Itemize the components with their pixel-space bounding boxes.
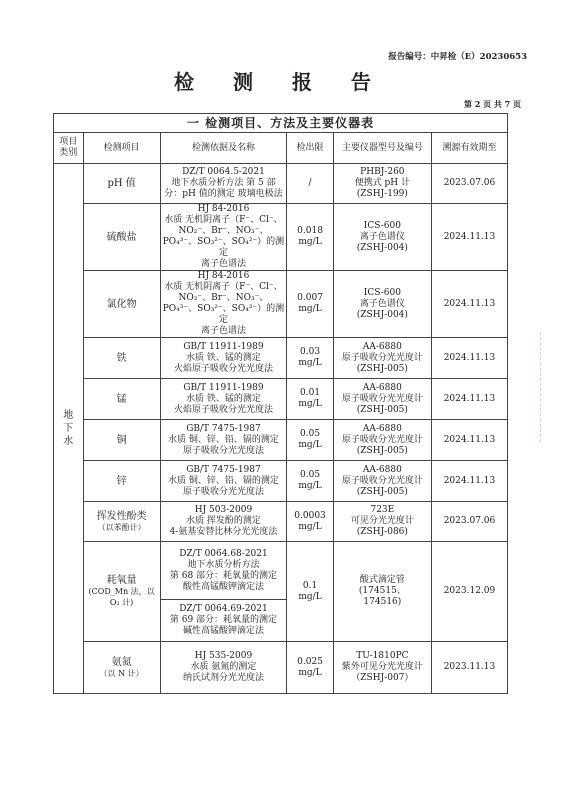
limit-cell: 0.1 mg/L <box>287 542 333 642</box>
page-title: 检 测 报 告 <box>174 70 387 94</box>
table-row <box>54 542 508 600</box>
section-title: 一 检测项目、方法及主要仪器表 <box>54 114 508 133</box>
instrument-cell: PHBJ-260 便携式 pH 计 (ZSHJ-199) <box>333 164 431 204</box>
item-cell <box>83 461 160 502</box>
limit-cell: 0.05 mg/L <box>287 420 333 461</box>
table-row <box>54 271 508 338</box>
item-note: (COD_Mn 法，以 O₂ 计) <box>88 587 155 607</box>
limit-cell: 0.025 mg/L <box>287 642 333 694</box>
page-indicator: 第 2 页 共 7 页 <box>463 99 521 109</box>
seal-edge <box>540 332 557 442</box>
item-name: 挥发性酚类 <box>96 510 147 522</box>
limit-cell: / <box>287 164 333 204</box>
basis-cell: DZ/T 0064.5-2021 地下水质分析方法 第 5 部分：pH 值的测定 玻璃电极法 <box>160 164 287 204</box>
item-name: 铁 <box>116 352 127 364</box>
item-name: 锌 <box>116 475 127 487</box>
instrument-cell: ICS-600 离子色谱仪 (ZSHJ-004) <box>333 204 431 271</box>
item-name: 耗氧量 <box>106 575 137 586</box>
basis-cell: GB/T 11911-1989 水质 铁、锰的测定 火焰原子吸收分光光度法 <box>160 338 287 379</box>
basis-cell: GB/T 7475-1987 水质 铜、锌、铅、镉的测定 原子吸收分光光度法 <box>160 461 287 502</box>
table-row <box>54 420 508 461</box>
header-instrument: 主要仪器型号及编号 <box>333 133 431 164</box>
instrument-cell: AA-6880 原子吸收分光光度计(ZSHJ-005) <box>333 379 431 420</box>
trace-cell: 2024.11.13 <box>431 420 507 461</box>
table-header-row <box>54 133 508 164</box>
limit-cell: 0.007 mg/L <box>287 271 333 338</box>
table-row <box>54 502 508 542</box>
item-cell <box>83 338 160 379</box>
limit-cell: 0.0003 mg/L <box>287 502 333 542</box>
category-cell: 地下水 <box>54 164 84 694</box>
trace-cell: 2024.11.13 <box>431 461 507 502</box>
item-cell <box>83 379 160 420</box>
item-cell <box>83 164 160 204</box>
item-name: 氨氮 <box>111 656 132 668</box>
instrument-cell: AA-6880 原子吸收分光光度计(ZSHJ-005) <box>333 420 431 461</box>
instrument-cell: 酸式滴定管 (174515、 174516) <box>333 542 431 642</box>
item-cell <box>83 502 160 542</box>
item-name: 锰 <box>116 393 127 405</box>
trace-cell: 2023.07.06 <box>431 164 507 204</box>
item-name: pH 值 <box>107 178 136 189</box>
basis-cell: GB/T 11911-1989 水质 铁、锰的测定 火焰原子吸收分光光度法 <box>160 379 287 420</box>
instrument-cell: AA-6880 原子吸收分光光度计(ZSHJ-005) <box>333 461 431 502</box>
limit-cell: 0.03 mg/L <box>287 338 333 379</box>
item-cell <box>83 642 160 694</box>
report-number: 报告编号：中昇检（E）20230653 <box>388 52 527 62</box>
instrument-cell: AA-6880 原子吸收分光光度计(ZSHJ-005) <box>333 338 431 379</box>
basis-cell: HJ 535-2009 水质 氨氮的测定 纳氏试剂分光光度法 <box>160 642 287 694</box>
table-row <box>54 164 508 204</box>
trace-cell: 2024.11.13 <box>431 204 507 271</box>
limit-cell: 0.018 mg/L <box>287 204 333 271</box>
limit-cell: 0.01 mg/L <box>287 379 333 420</box>
instrument-cell: 723E 可见分光光度计 (ZSHJ-086) <box>333 502 431 542</box>
item-cell <box>83 271 160 338</box>
item-cell <box>83 420 160 461</box>
trace-cell: 2024.11.13 <box>431 338 507 379</box>
table-row <box>54 642 508 694</box>
table-row <box>54 338 508 379</box>
basis-cell: GB/T 7475-1987 水质 铜、锌、铅、镉的测定 原子吸收分光光度法 <box>160 420 287 461</box>
table-row <box>54 461 508 502</box>
header-category: 项目类别 <box>54 133 84 164</box>
item-name: 硫酸盐 <box>106 231 137 243</box>
table-row <box>54 379 508 420</box>
limit-cell: 0.05 mg/L <box>287 461 333 502</box>
header-basis: 检测依据及名称 <box>160 133 287 164</box>
table-row <box>54 204 508 271</box>
item-name: 铜 <box>116 434 127 446</box>
header-item: 检测项目 <box>83 133 160 164</box>
basis-cell: HJ 503-2009 水质 挥发酚的测定 4-氨基安替比林分光光度法 <box>160 502 287 542</box>
item-note: （以 N 计） <box>99 668 144 678</box>
trace-cell: 2023.12.09 <box>431 542 507 642</box>
trace-cell: 2024.11.13 <box>431 271 507 338</box>
method-table <box>53 113 508 694</box>
header-trace: 溯源有效期至 <box>431 133 507 164</box>
item-name: 氯化物 <box>106 298 137 310</box>
item-cell <box>83 542 160 642</box>
basis-cell: DZ/T 0064.68-2021 地下水质分析方法 第 68 部分：耗氧量的测定 酸性高锰酸钾滴定法 <box>160 542 287 600</box>
trace-cell: 2024.11.13 <box>431 379 507 420</box>
basis-cell: DZ/T 0064.69-2021 第 69 部分：耗氧量的测定 碱性高锰酸钾滴定法 <box>160 600 287 642</box>
item-note: （以苯酚计） <box>97 522 146 532</box>
instrument-cell: ICS-600 离子色谱仪 (ZSHJ-004) <box>333 271 431 338</box>
trace-cell: 2023.07.06 <box>431 502 507 542</box>
trace-cell: 2023.11.13 <box>431 642 507 694</box>
basis-cell: HJ 84-2016 水质 无机阴离子（F⁻、Cl⁻、NO₂⁻、Br⁻、NO₃⁻、PO₄³⁻、SO₃²⁻、SO₄²⁻）的测定 离子色谱法 <box>160 271 287 338</box>
item-cell <box>83 204 160 271</box>
instrument-cell: TU-1810PC 紫外可见分光光度计 （ZSHJ-007） <box>333 642 431 694</box>
basis-cell: HJ 84-2016 水质 无机阴离子（F⁻、Cl⁻、NO₂⁻、Br⁻、NO₃⁻、PO₄³⁻、SO₃²⁻、SO₄²⁻）的测定 离子色谱法 <box>160 204 287 271</box>
header-limit: 检出限 <box>287 133 333 164</box>
